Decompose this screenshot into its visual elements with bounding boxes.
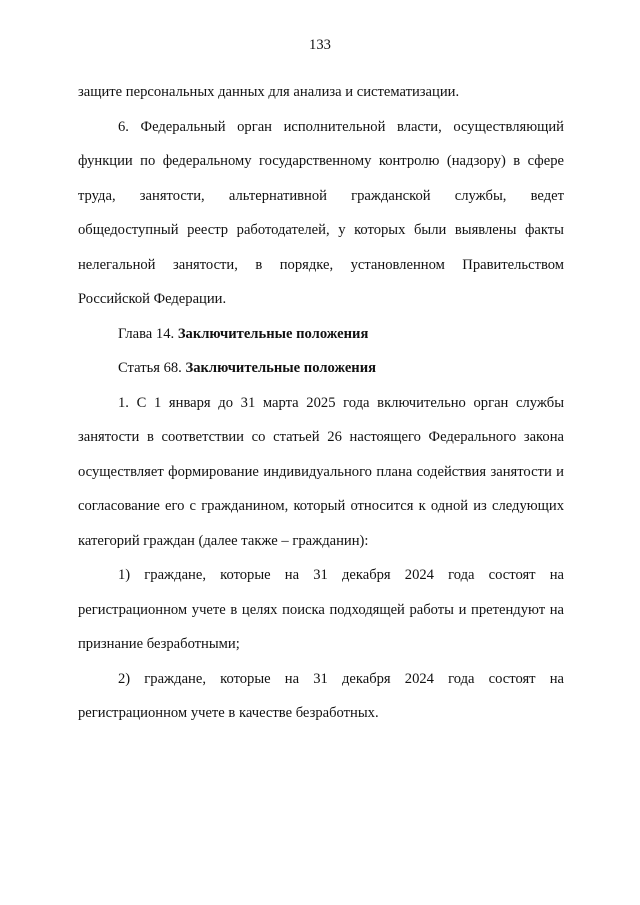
paragraph-subitem-1: 1) граждане, которые на 31 декабря 2024 года состоят на регистрационном учете в целях поиска подходящей работы и претендуют на признание безработными; <box>78 567 564 652</box>
paragraph-continuation: защите персональных данных для анализа и систематизации. <box>78 84 460 100</box>
chapter-heading <box>78 317 564 352</box>
document-body <box>78 75 564 731</box>
article-prefix: Статья 68. <box>118 360 182 376</box>
paragraph-item-6: 6. Федеральный орган исполнительной власти, осуществляющий функции по федеральному государственному контролю (надзору) в сфере труда, занятости, альтернативной гражданской службы, ведет общедоступный реестр работодателей, у которых были выявлены факты нелегальной занятости, в порядке, установленном Правительством Российской Федерации. <box>78 118 564 307</box>
chapter-title: Заключительные положения <box>177 325 369 342</box>
chapter-prefix: Глава 14. <box>118 325 175 342</box>
article-heading <box>78 351 564 386</box>
page-number: 133 <box>309 37 331 53</box>
article-title: Заключительные положения <box>185 360 377 376</box>
paragraph-article-item-1: 1. С 1 января до 31 марта 2025 года включительно орган службы занятости в соответствии со статьей 26 настоящего Федерального закона осуществляет формирование индивидуального плана содействия занятости и согласование его с гражданином, который относится к одной из следующих категорий граждан (далее также – гражданин): <box>78 394 564 549</box>
paragraph-subitem-2: 2) граждане, которые на 31 декабря 2024 года состоят на регистрационном учете в качестве безработных. <box>78 670 564 721</box>
